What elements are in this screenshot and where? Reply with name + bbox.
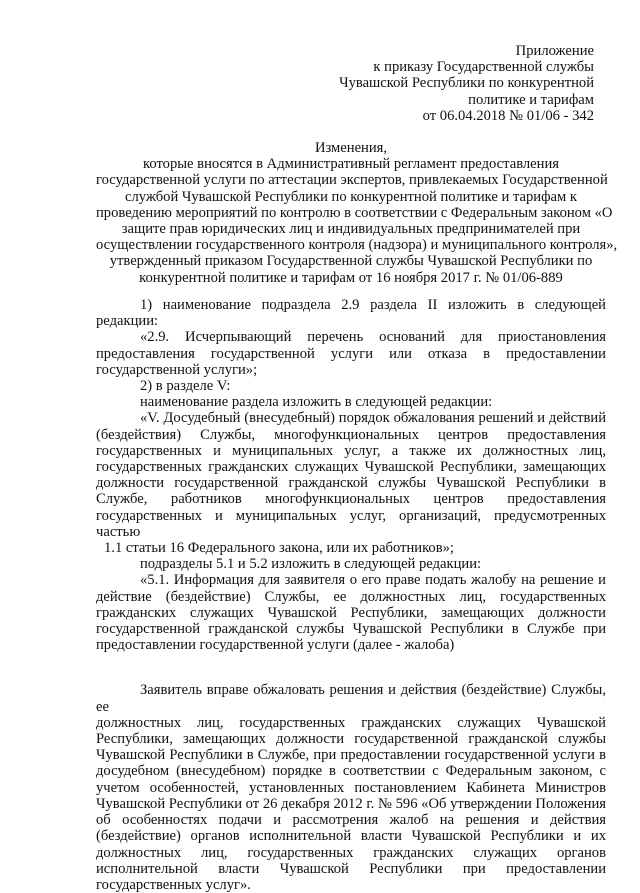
text-line: предоставлении государственной услуги (далее - жалоба) <box>96 637 455 654</box>
text-line: гражданских служащих Чувашской Республики, замещающих должности <box>96 604 606 621</box>
text-line: «V. Досудебный (внесудебный) порядок обжалования решений и действий <box>140 410 606 427</box>
text-line: об особенностях подачи и рассмотрения жалоб на решения и действия <box>96 812 606 829</box>
quote-2-9 <box>96 329 606 378</box>
document-body <box>96 297 606 893</box>
paragraph-applicant <box>96 682 606 893</box>
text-line: (бездействия) Службы, многофункциональных центров предоставления <box>96 426 606 443</box>
item-2: 2) в разделе V: <box>140 378 231 395</box>
text-line: государственных и муниципальных услуг, организаций, предусмотренных частью <box>96 507 606 540</box>
text-line: учетом особенностей, установленных постановлением Кабинета Министров <box>96 779 606 796</box>
text-line: «5.1. Информация для заявителя о его праве подать жалобу на решение и <box>140 572 606 589</box>
text-line: должностных лиц, государственных гражданских служащих Чувашской <box>96 714 606 731</box>
appendix-line: Чувашской Республики по конкурентной <box>339 75 594 92</box>
text-line: должностных лиц, государственных гражданских служащих органов <box>96 844 606 861</box>
text-line: Республики, замещающих должности государственной гражданской службы <box>96 731 606 748</box>
appendix-line: к приказу Государственной службы <box>373 59 594 76</box>
title-line: конкурентной политике и тарифам от 16 ноября 2017 г. № 01/06-889 <box>139 269 563 286</box>
document-title <box>96 140 618 286</box>
text-line: государственных гражданских служащих Чувашской Республики, замещающих <box>96 459 606 476</box>
title-line: которые вносятся в Административный регламент предоставления <box>143 156 559 173</box>
quote-5-1 <box>96 572 606 653</box>
text-line: государственной гражданской службы Чувашской Республики в Службе при <box>96 621 606 638</box>
text-line: предоставления государственной услуги или отказа в предоставлении <box>96 345 606 362</box>
text-line: Службе, работников многофункциональных центров предоставления <box>96 491 606 508</box>
title-line: утвержденный приказом Государственной службы Чувашской Республики по <box>109 253 593 270</box>
text-line: государственных и муниципальных услуг, а также их должностных лиц, <box>96 442 606 459</box>
text-line: исполнительной власти Чувашской Республики при предоставлении <box>96 860 606 877</box>
appendix-line: Приложение <box>515 43 594 59</box>
quote-section-v <box>96 410 606 556</box>
text-line: Чувашской Республики от 26 декабря 2012 г. № 596 «Об утверждении Положения <box>96 795 606 812</box>
title-line: осуществлении государственного контроля (надзора) и муниципального контроля», <box>96 237 618 254</box>
paragraph-gap <box>96 653 606 682</box>
text-line: государственных услуг». <box>96 876 251 893</box>
text-line: Заявитель вправе обжаловать решения и действия (бездействие) Службы, ее <box>96 682 606 715</box>
title-line: защите прав юридических лиц и индивидуальных предпринимателей при <box>121 221 581 238</box>
text-line: (бездействие) органов исполнительной власти Чувашской Республики и их <box>96 828 606 845</box>
appendix-header <box>304 43 594 124</box>
text-line: действие (бездействие) Службы, ее должностных лиц, государственных <box>96 588 606 605</box>
text-line: государственной услуги»; <box>96 361 258 378</box>
text-line: 1.1 статьи 16 Федерального закона, или их работников»; <box>104 540 454 557</box>
title-line: службой Чувашской Республики по конкурентной политике и тарифам к <box>124 188 578 205</box>
text-line: Чувашской Республики в Службе, при предоставлении государственной услуги в <box>96 747 606 764</box>
text-line: досудебном (внесудебном) порядке в соответствии с Федеральным законом, с <box>96 763 606 780</box>
text-line: «2.9. Исчерпывающий перечень оснований для приостановления <box>140 329 606 346</box>
text-line: должности государственной гражданской службы Чувашской Республики в <box>96 475 606 492</box>
title-line: Изменения, <box>314 140 388 156</box>
item-1: 1) наименование подраздела 2.9 раздела II изложить в следующей редакции: <box>96 297 606 330</box>
title-line: государственной услуги по аттестации экспертов, привлекаемых Государственной <box>96 172 608 189</box>
item-2b: подразделы 5.1 и 5.2 изложить в следующей редакции: <box>140 556 482 573</box>
appendix-line: политике и тарифам <box>468 91 594 108</box>
item-2a: наименование раздела изложить в следующей редакции: <box>140 394 493 411</box>
title-line: проведению мероприятий по контролю в соответствии с Федеральным законом «О <box>96 204 613 221</box>
appendix-line: от 06.04.2018 № 01/06 - 342 <box>422 107 594 124</box>
